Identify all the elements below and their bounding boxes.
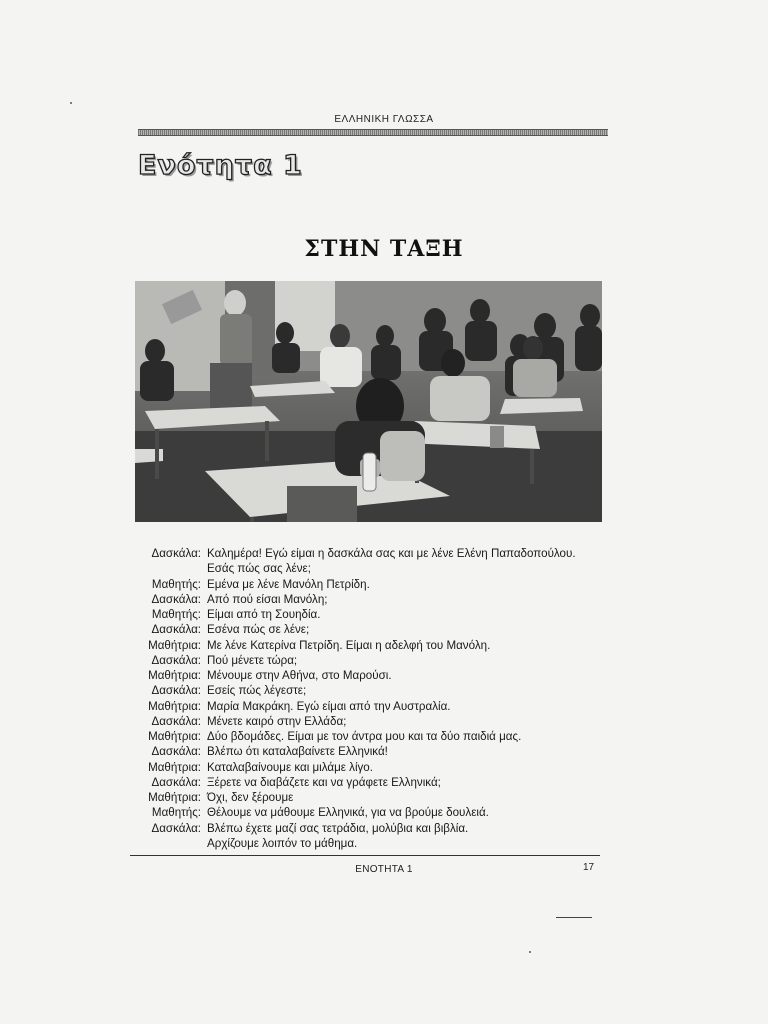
dialogue-text: Είμαι από τη Σουηδία. — [207, 608, 321, 621]
unit-heading: Ενότητα 1 — [138, 150, 303, 181]
classroom-photo — [135, 281, 602, 522]
dialogue-text: Βλέπω έχετε μαζί σας τετράδια, μολύβια και βιβλία. — [207, 821, 469, 835]
dialogue-text: Δύο βδομάδες. Είμαι με τον άντρα μου και τα δύο παιδιά μας. — [207, 730, 522, 743]
dialogue-text: Καταλαβαίνουμε και μιλάμε λίγο. — [207, 760, 373, 774]
dialogue-text: Από πού είσαι Μανόλη; — [207, 592, 328, 606]
dialogue-line — [128, 607, 628, 622]
scan-speck — [70, 102, 72, 104]
speaker-label: Μαθήτρια: — [148, 699, 201, 713]
lesson-title: ΣΤΗΝ ΤΑΞΗ — [304, 236, 464, 262]
dialogue-line — [128, 638, 628, 653]
dialogue-text: Με λένε Κατερίνα Πετρίδη. Είμαι η αδελφή του Μανόλη. — [207, 638, 491, 652]
speaker-label: Μαθητής: — [151, 577, 201, 591]
dialogue-line — [128, 836, 628, 851]
page-number: 17 — [583, 862, 595, 873]
dialogue-line — [128, 714, 628, 729]
dialogue-text: Καλημέρα! Εγώ είμαι η δασκάλα σας και με λένε Ελένη Παπαδοπούλου. — [207, 547, 576, 560]
speaker-label: Δασκάλα: — [151, 653, 201, 667]
dialogue-line — [128, 622, 628, 637]
dialogue-line — [128, 668, 628, 683]
dialogue — [128, 546, 628, 851]
dialogue-line — [128, 744, 628, 759]
scan-mark — [556, 917, 592, 918]
dialogue-text: Αρχίζουμε λοιπόν το μάθημα. — [207, 836, 358, 850]
dialogue-line — [128, 592, 628, 607]
classroom-photo-illustration — [135, 281, 602, 522]
dialogue-line — [128, 760, 628, 775]
scan-speck — [529, 951, 531, 953]
running-header: ΕΛΛΗΝΙΚΗ ΓΛΩΣΣΑ — [334, 114, 434, 125]
speaker-label: Δασκάλα: — [151, 775, 201, 789]
running-footer: ΕΝΟΤΗΤΑ 1 — [355, 864, 413, 875]
dialogue-line — [128, 699, 628, 714]
speaker-label: Δασκάλα: — [151, 592, 201, 606]
dialogue-text: Ξέρετε να διαβάζετε και να γράφετε Ελληνικά; — [207, 775, 441, 789]
speaker-label: Δασκάλα: — [151, 623, 201, 637]
header-rule — [138, 129, 608, 136]
speaker-label: Δασκάλα: — [151, 745, 201, 759]
dialogue-line — [128, 561, 628, 576]
dialogue-text: Εσένα πώς σε λένε; — [207, 623, 310, 637]
dialogue-line — [128, 653, 628, 668]
dialogue-text: Εμένα με λένε Μανόλη Πετρίδη. — [207, 577, 370, 591]
speaker-label — [128, 561, 205, 576]
dialogue-text: Μαρία Μακράκη. Εγώ είμαι από την Αυστραλία. — [207, 699, 451, 713]
speaker-label: Μαθητής: — [151, 806, 201, 820]
dialogue-text: Πού μένετε τώρα; — [207, 653, 298, 667]
dialogue-line — [128, 790, 628, 805]
dialogue-text: Εσείς πώς λέγεστε; — [207, 684, 307, 698]
dialogue-text: Μένουμε στην Αθήνα, στο Μαρούσι. — [207, 669, 392, 682]
speaker-label: Δασκάλα: — [151, 714, 201, 728]
speaker-label: Μαθητής: — [151, 608, 201, 621]
speaker-label: Μαθήτρια: — [148, 730, 201, 743]
speaker-label: Μαθήτρια: — [148, 760, 201, 774]
dialogue-line — [128, 683, 628, 698]
dialogue-text: Όχι, δεν ξέρουμε — [207, 791, 294, 804]
speaker-label: Μαθήτρια: — [148, 638, 201, 652]
dialogue-text: Βλέπω ότι καταλαβαίνετε Ελληνικά! — [207, 745, 388, 759]
dialogue-line — [128, 546, 628, 561]
dialogue-line — [128, 577, 628, 592]
dialogue-text: Μένετε καιρό στην Ελλάδα; — [207, 714, 347, 728]
dialogue-line — [128, 805, 628, 820]
dialogue-line — [128, 775, 628, 790]
footer-rule — [130, 855, 600, 856]
dialogue-text: Εσάς πώς σας λένε; — [207, 562, 311, 576]
dialogue-line — [128, 821, 628, 836]
speaker-label: Δασκάλα: — [151, 821, 201, 835]
speaker-label: Δασκάλα: — [151, 547, 201, 560]
dialogue-line — [128, 729, 628, 744]
speaker-label: Μαθήτρια: — [148, 669, 201, 682]
speaker-label — [128, 836, 205, 851]
dialogue-text: Θέλουμε να μάθουμε Ελληνικά, για να βρούμε δουλειά. — [207, 806, 489, 820]
speaker-label: Δασκάλα: — [151, 684, 201, 698]
speaker-label: Μαθήτρια: — [148, 791, 201, 804]
